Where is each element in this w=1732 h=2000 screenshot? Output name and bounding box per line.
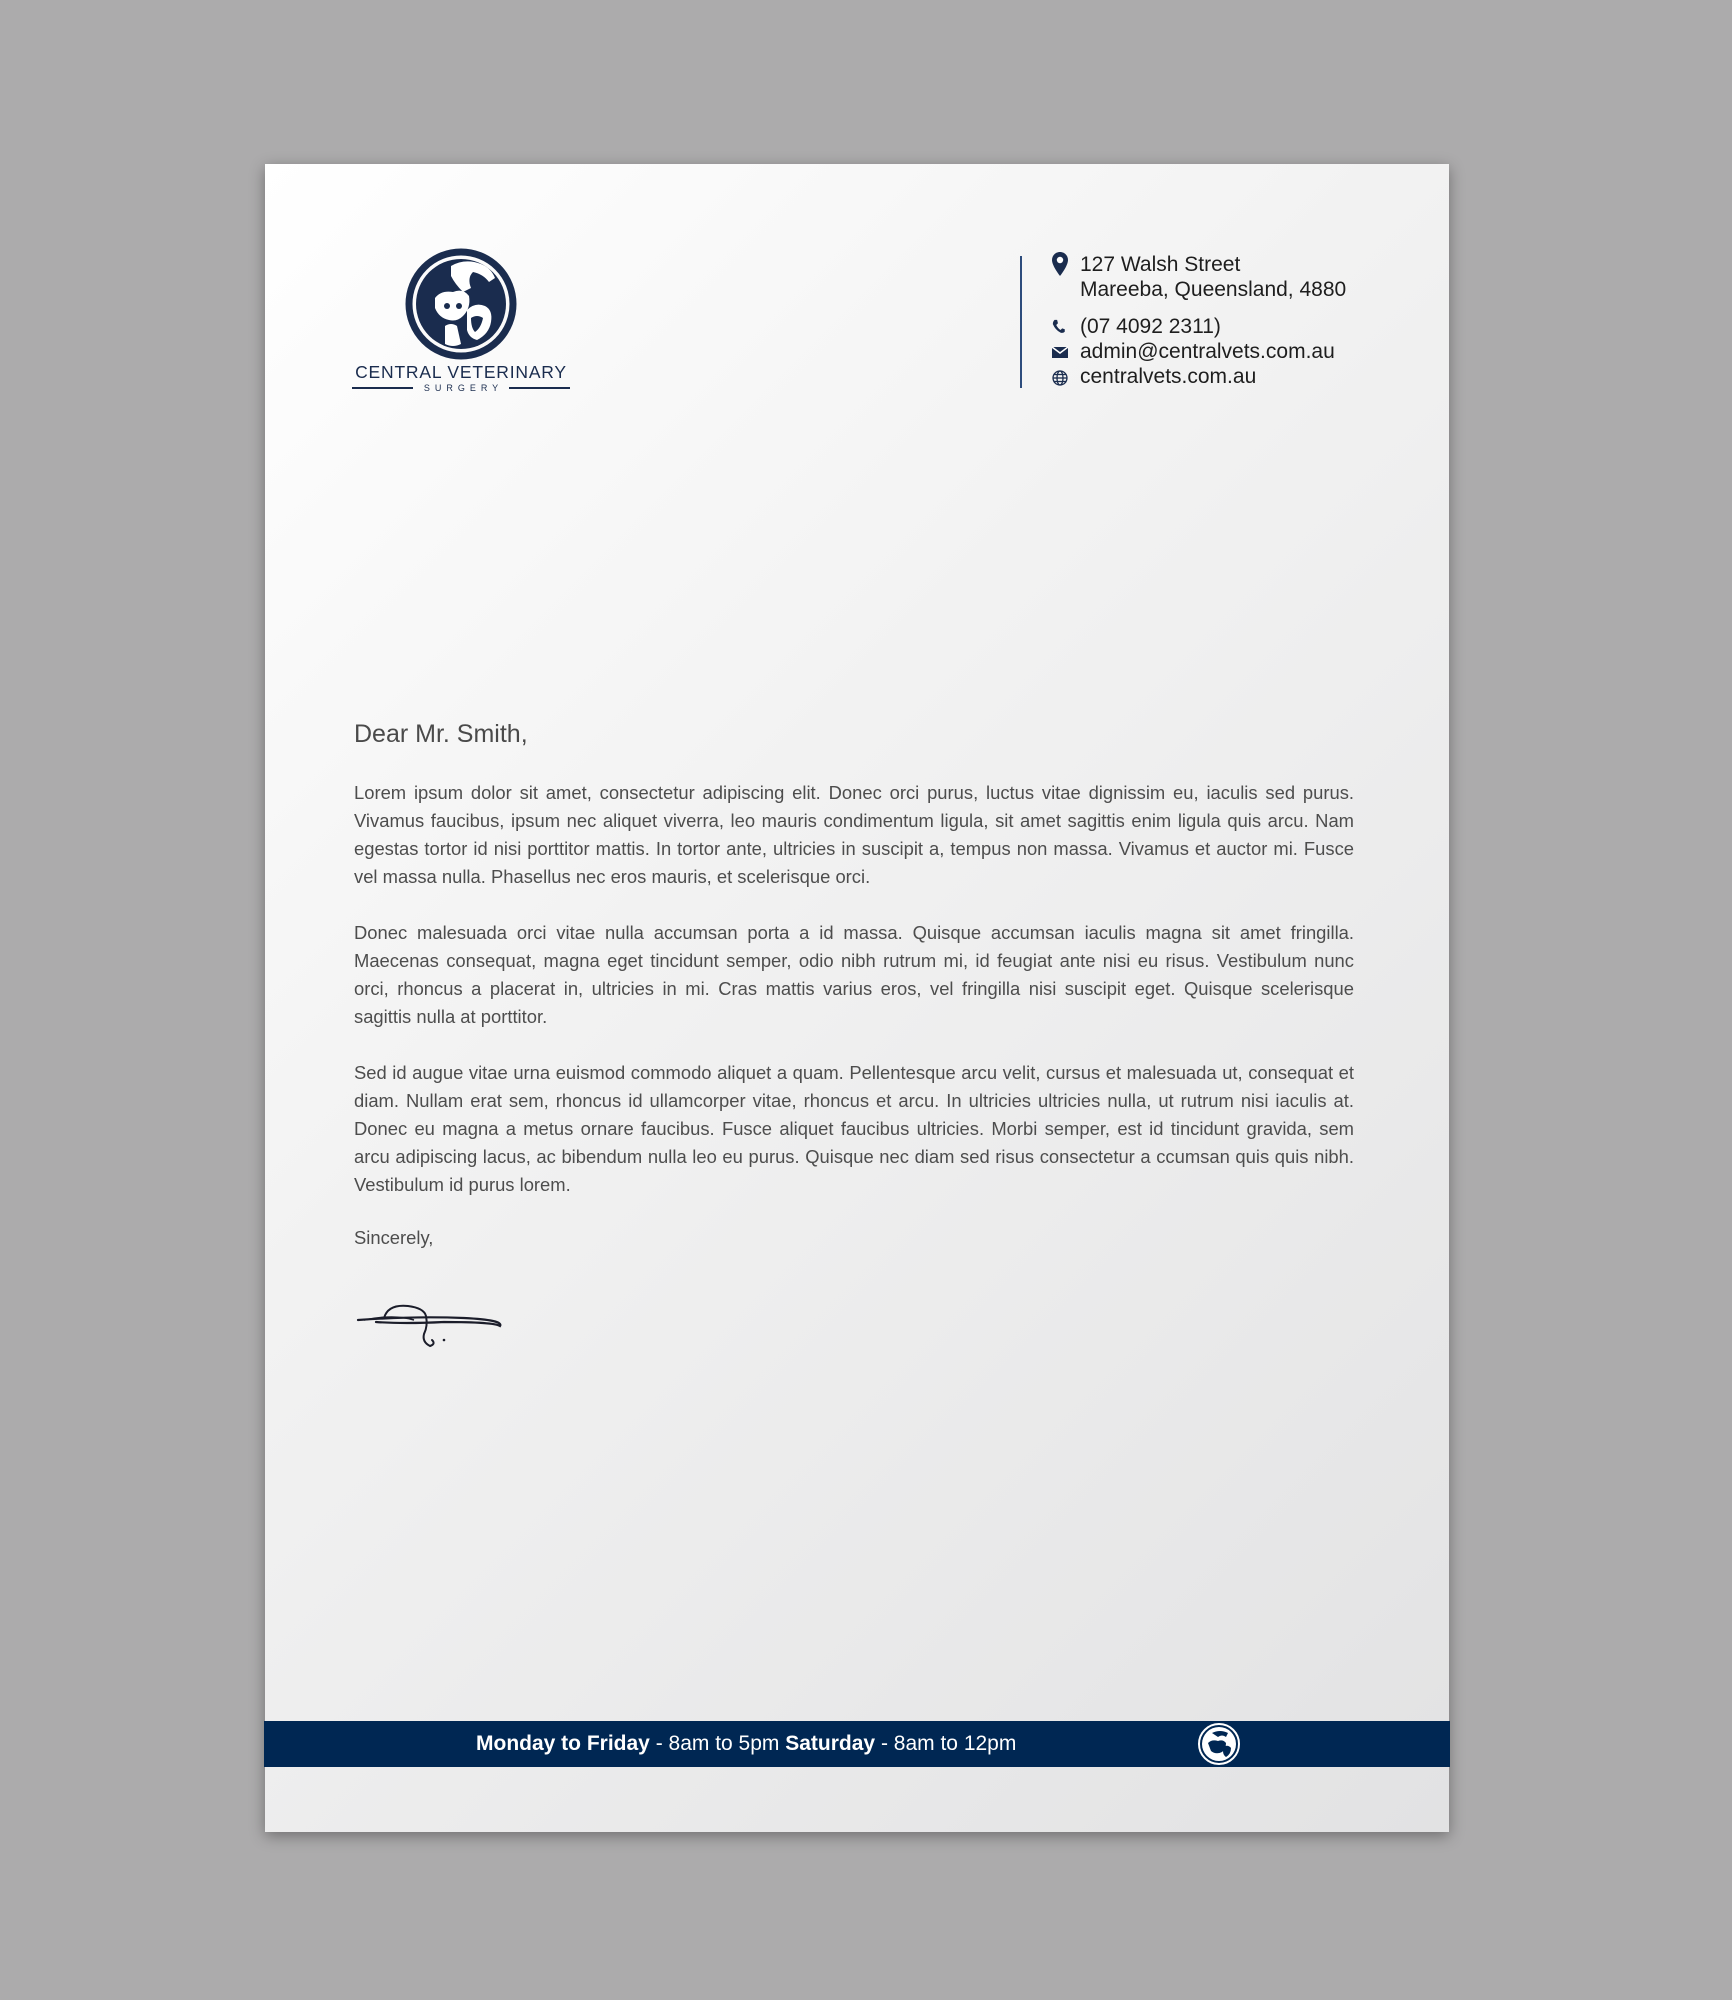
email-address: admin@centralvets.com.au	[1080, 340, 1335, 363]
contact-email	[1052, 339, 1346, 364]
contact-divider	[1020, 256, 1022, 388]
brand-name: CENTRAL VETERINARY	[355, 362, 567, 382]
contact-address	[1052, 252, 1346, 302]
brand-sub-row	[352, 383, 570, 393]
phone-number: (07 4092 2311)	[1080, 315, 1221, 338]
weekday-label: Monday to Friday	[476, 1732, 650, 1755]
contact-block	[1052, 252, 1346, 389]
letterhead-page	[265, 164, 1449, 1832]
location-pin-icon	[1052, 252, 1080, 276]
envelope-icon	[1052, 339, 1080, 360]
saturday-hours: - 8am to 12pm	[875, 1732, 1017, 1755]
footer-hours-bar	[264, 1721, 1450, 1767]
paragraph: Lorem ipsum dolor sit amet, consectetur adipiscing elit. Donec orci purus, luctus vitae dignissim eu, iaculis sed purus. Vivamus faucibus, ipsum nec aliquet viverra, leo mauris condimentum ligula, sit amet sagittis enim ligula quis arcu. Nam egestas tortor id nisi porttitor mattis. In tortor ante, ultricies in suscipit a, tempus non massa. Vivamus et auctor mi. Fusce vel massa nulla. Phasellus nec eros mauris, et scelerisque orci.	[354, 782, 1354, 887]
letter-body	[354, 720, 1354, 1249]
vet-animals-logo-icon	[405, 248, 517, 360]
saturday-label: Saturday	[785, 1732, 876, 1755]
contact-phone	[1052, 314, 1346, 339]
divider	[352, 387, 413, 389]
brand-logo	[352, 248, 570, 393]
website-url: centralvets.com.au	[1080, 365, 1257, 388]
weekday-hours: - 8am to 5pm	[649, 1732, 786, 1755]
footer-logo-icon	[1196, 1721, 1242, 1767]
address-line-2: Mareeba, Queensland, 4880	[1080, 278, 1347, 301]
globe-icon	[1052, 364, 1080, 387]
phone-icon	[1052, 314, 1080, 335]
contact-website	[1052, 364, 1346, 389]
salutation: Dear Mr. Smith,	[354, 720, 528, 748]
brand-sub: SURGERY	[423, 383, 504, 393]
paragraph: Donec malesuada orci vitae nulla accumsan porta a id massa. Quisque accumsan iaculis magna sit amet fringilla. Maecenas consequat, magna eget tincidunt semper, odio nibh rutrum mi, id feugiat ante nisi eu risus. Vestibulum nunc orci, rhoncus a placerat in, ultricies in mi. Cras mattis varius eros, vel fringilla nisi suscipit eget. Quisque scelerisque sagittis nulla at porttitor.	[354, 922, 1354, 1027]
handwritten-signature	[354, 1282, 514, 1362]
opening-hours	[476, 1721, 1016, 1767]
address-line-1: 127 Walsh Street	[1080, 253, 1241, 276]
closing: Sincerely,	[354, 1227, 434, 1248]
divider	[509, 387, 570, 389]
paragraph: Sed id augue vitae urna euismod commodo aliquet a quam. Pellentesque arcu velit, cursus et malesuada ut, consequat et diam. Nullam erat sem, rhoncus id ullamcorper vitae, rhoncus et arcu. In ultricies ultricies nulla, ut rutrum nisi iaculis at. Donec eu magna a metus ornare faucibus. Fusce aliquet faucibus ultricies. Morbi semper, est id tincidunt gravida, sem arcu adipiscing lacus, ac bibendum nulla leo eu purus. Quisque nec diam sed risus consectetur a ccumsan quis quis nibh. Vestibulum id purus lorem.	[354, 1062, 1354, 1195]
